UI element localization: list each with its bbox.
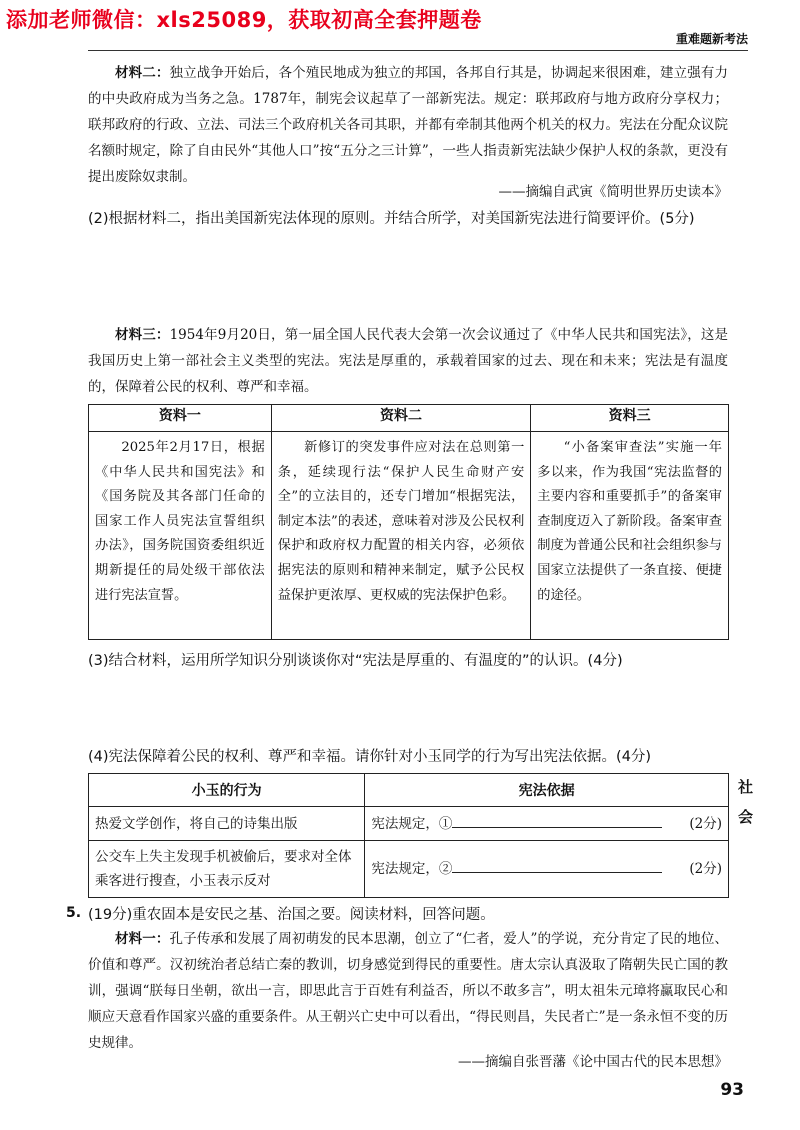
score-text: (2分) [689,861,722,877]
question-5-stem: (19分)重农固本是安民之基、治国之要。阅读材料，回答问题。 [88,907,495,923]
question-4: (4)宪法保障着公民的权利、尊严和幸福。请你针对小玉同学的行为写出宪法依据。(4分) [88,749,652,765]
answer-blank[interactable] [452,813,662,828]
table1-header-3: 资料三 [531,405,729,432]
basis-text: 宪法规定，① [371,815,453,832]
side-label-she: 社 [738,778,754,796]
behavior-cell: 热爱文学创作，将自己的诗集出版 [89,807,365,841]
q5-material1-source: ——摘编自张晋藩《论中国古代的民本思想》 [458,1054,728,1070]
material2-label: 材料二： [115,65,170,81]
table2-header-basis: 宪法依据 [365,774,729,807]
q5-material1-label: 材料一： [115,931,170,947]
table1-cell-1: 2025年2月17日，根据《中华人民共和国宪法》和《国务院及其各部门任命的国家工作人员宪法宣誓组织办法》，国务院国资委组织近期新提任的局处级干部依法进行宪法宣誓。 [89,432,272,640]
page-number: 93 [720,1080,744,1100]
table-row [89,807,729,841]
table1-cell-3: “小备案审查法”实施一年多以来，作为我国“宪法监督的主要内容和重要抓手”的备案审查制度迈入了新阶段。备案审查制度为普通公民和社会组织参与国家立法提供了一条直接、便捷的途径。 [531,432,729,640]
table1-cell-2: 新修订的突发事件应对法在总则第一条，延续现行法“保护人民生命财产安全”的立法目的，还专门增加“根据宪法，制定本法”的表述，意味着对涉及公民权利保护和政府权力配置的相关内容，必须依据宪法的原则和精神来制定，赋予公民权益保护更浓厚、更权威的宪法保护色彩。 [271,432,531,640]
basis-text: 宪法规定，② [371,861,453,877]
question-5-number: 5. [66,905,82,921]
material2-source: ——摘编自武寅《简明世界历史读本》 [498,184,728,200]
q5-material1-text: 孔子传承和发展了周初萌发的民本思潮，创立了“仁者，爱人”的学说，充分肯定了民的地位、价值和尊严。汉初统治者总结亡秦的教训，切身感觉到得民的重要性。唐太宗认真汲取了隋朝失民亡国的教训，强调“朕每日坐朝，欲出一言，即思此言于百姓有利益否，所以不敢多言”，明太祖朱元璋将赢取民心和顺应天意看作国家兴盛的重要条件。从王朝兴亡史中可以看出，“得民则昌，失民者亡”是一条永恒不变的历史规律。 [88,931,728,1051]
basis-cell [365,841,729,898]
behavior-cell: 公交车上失主发现手机被偷后，要求对全体乘客进行搜查，小玉表示反对 [89,841,365,898]
material3-text: 1954年9月20日，第一届全国人民代表大会第一次会议通过了《中华人民共和国宪法》，这是我国历史上第一部社会主义类型的宪法。宪法是厚重的，承载着国家的过去、现在和未来；宪法是有温度的，保障着公民的权利、尊严和幸福。 [88,327,729,395]
materials-table [88,404,729,640]
basis-cell [365,807,729,841]
watermark: 添加老师微信：xls25089，获取初高全套押题卷 [6,8,482,32]
table1-header-1: 资料一 [89,405,272,432]
material3-paragraph [88,322,728,400]
question-3: (3)结合材料，运用所学知识分别谈谈你对“宪法是厚重的、有温度的”的认识。(4分) [88,653,623,669]
answer-blank[interactable] [452,858,662,873]
material2-text: 独立战争开始后，各个殖民地成为独立的邦国，各邦自行其是，协调起来很困难，建立强有力的中央政府成为当务之急。1787年，制宪会议起草了一部新宪法。规定：联邦政府与地方政府分享权力；联邦政府的行政、立法、司法三个政府机关各司其职，并都有牵制其他两个机关的权力。宪法在分配众议院名额时规定，除了自由民外“其他人口”按“五分之三计算”，一些人指责新宪法缺少保护人权的条款，更没有提出废除奴隶制。 [88,65,728,185]
table2-header-behavior: 小玉的行为 [89,774,365,807]
material2-paragraph [88,60,728,190]
section-header: 重难题新考法 [675,32,748,46]
question-2: (2)根据材料二，指出美国新宪法体现的原则。并结合所学，对美国新宪法进行简要评价。(5分) [88,211,695,227]
material3-label: 材料三： [115,327,170,343]
side-label-hui: 会 [738,808,754,826]
header-divider [88,50,748,51]
constitution-basis-table [88,773,729,898]
table-row [89,841,729,898]
table1-header-2: 资料二 [271,405,531,432]
q5-material1-paragraph [88,926,728,1056]
score-text: (2分) [689,815,722,832]
